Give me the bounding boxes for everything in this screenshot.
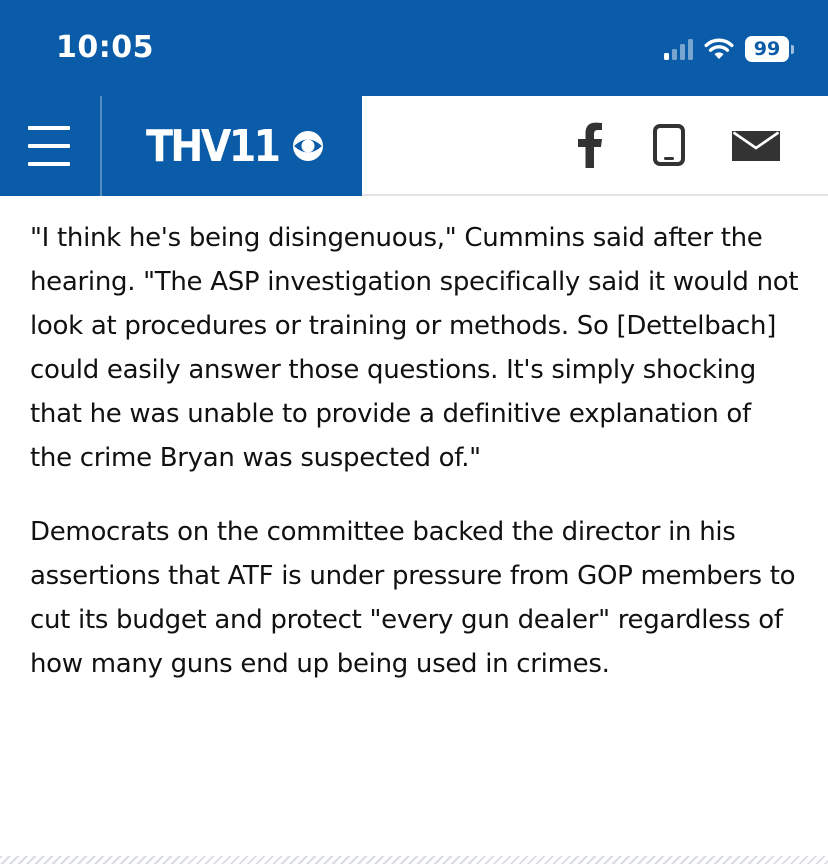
logo-text: THV11 [146,120,279,172]
battery-level: 99 [745,36,789,62]
phone-icon[interactable] [652,124,686,166]
status-time: 10:05 [56,30,154,65]
cbs-eye-icon [291,129,325,163]
page-bottom-border [0,856,828,864]
share-toolbar [362,96,828,196]
site-header-brand [0,96,362,196]
status-bar [0,0,828,96]
facebook-icon[interactable] [576,122,604,168]
wifi-icon [703,37,735,61]
header-divider [100,96,102,196]
mail-icon[interactable] [732,131,780,161]
article-paragraph: Democrats on the committee backed the director in his assertions that ATF is under pressure from GOP members to cut its budget and protect "every gun dealer" regardless of how many guns end up being used in crimes. [30,517,796,679]
cellular-signal-icon [664,38,693,60]
hamburger-menu-icon[interactable] [28,126,70,166]
battery-icon [745,36,794,62]
article-paragraph: "I think he's being disingenuous," Cummins said after the hearing. "The ASP investigation specifically said it would not look at procedures or training or methods. So [Dettelbach] could easily answer those questions. It's simply shocking that he was unable to provide a definitive explanation of the crime Bryan was suspected of." [30,223,799,473]
status-icons [664,36,794,62]
article-body [30,216,800,716]
site-logo[interactable] [146,118,325,174]
